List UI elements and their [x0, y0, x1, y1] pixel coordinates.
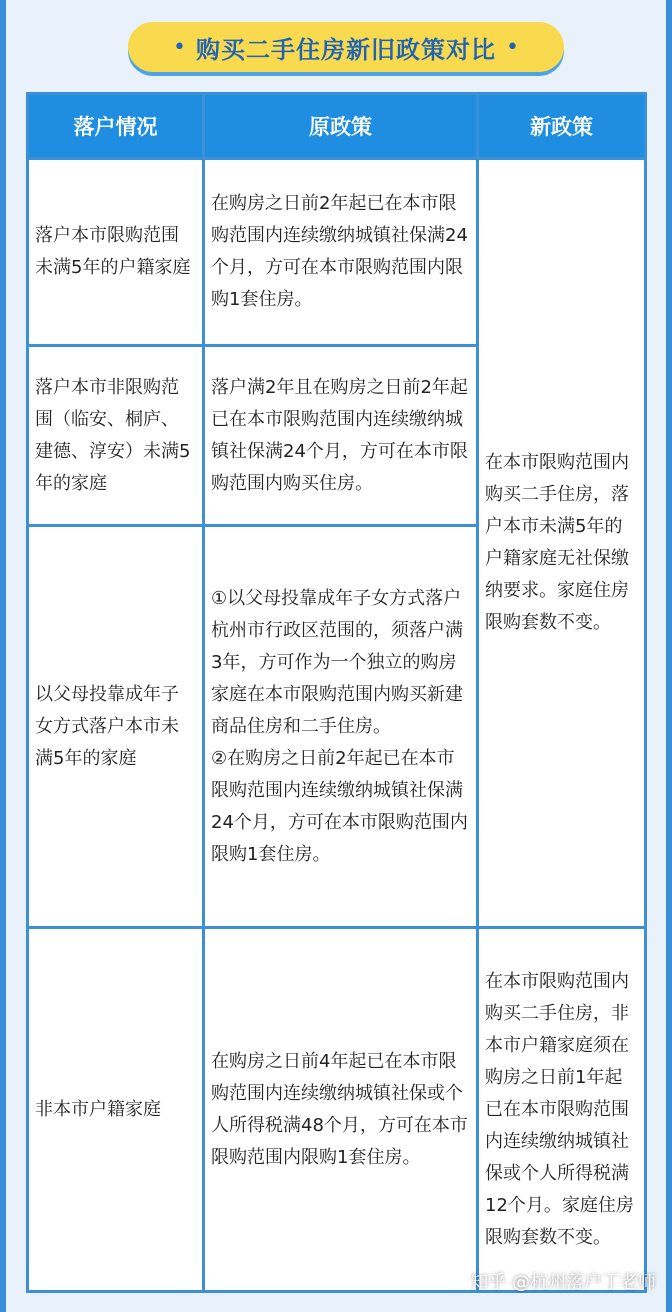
- cell-situation: 落户本市限购范围未满5年的户籍家庭: [28, 159, 204, 346]
- cell-old-policy: 在购房之日前2年起已在本市限购范围内连续缴纳城镇社保满24个月，方可在本市限购范围内限购1套住房。: [204, 159, 478, 346]
- cell-situation: 非本市户籍家庭: [28, 928, 204, 1292]
- title-bullet-left: •: [173, 34, 186, 60]
- left-frame-border: [0, 0, 6, 1312]
- cell-situation: 落户本市非限购范围（临安、桐庐、建德、淳安）未满5年的家庭: [28, 346, 204, 526]
- cell-old-policy: 在购房之日前4年起已在本市限购范围内连续缴纳城镇社保或个人所得税满48个月，方可在本市限购范围内限购1套住房。: [204, 928, 478, 1292]
- header-old-policy: 原政策: [204, 94, 478, 159]
- cell-old-policy: [204, 526, 478, 928]
- old-policy-item-2: ②在购房之日前2年起已在本市限购范围内连续缴纳城镇社保满24个月，方可在本市限购范围内限购1套住房。: [211, 747, 468, 865]
- title-bullet-right: •: [506, 34, 519, 60]
- watermark: 知乎 @杭州落户丁老师: [470, 1272, 656, 1293]
- cell-new-policy-merged: 在本市限购范围内购买二手住房，落户本市未满5年的户籍家庭无社保缴纳要求。家庭住房限购套数不变。: [478, 159, 646, 928]
- page-title: 购买二手住房新旧政策对比: [196, 35, 496, 64]
- table-row: [28, 159, 646, 346]
- right-frame-border: [666, 0, 672, 1312]
- policy-comparison-table: [26, 92, 647, 1293]
- header-situation: 落户情况: [28, 94, 204, 159]
- cell-new-policy: 在本市限购范围内购买二手住房，非本市户籍家庭须在购房之日前1年起已在本市限购范围内连续缴纳城镇社保或个人所得税满12个月。家庭住房限购套数不变。: [478, 928, 646, 1292]
- table-header-row: [28, 94, 646, 159]
- old-policy-item-1: ①以父母投靠成年子女方式落户杭州市行政区范围的，须落户满3年，方可作为一个独立的购房家庭在本市限购范围内购买新建商品住房和二手住房。: [211, 587, 463, 737]
- cell-situation: 以父母投靠成年子女方式落户本市未满5年的家庭: [28, 526, 204, 928]
- title-banner: [128, 22, 564, 72]
- cell-old-policy: 落户满2年且在购房之日前2年起已在本市限购范围内连续缴纳城镇社保满24个月，方可在本市限购范围内购买住房。: [204, 346, 478, 526]
- table-row: [28, 928, 646, 1292]
- header-new-policy: 新政策: [478, 94, 646, 159]
